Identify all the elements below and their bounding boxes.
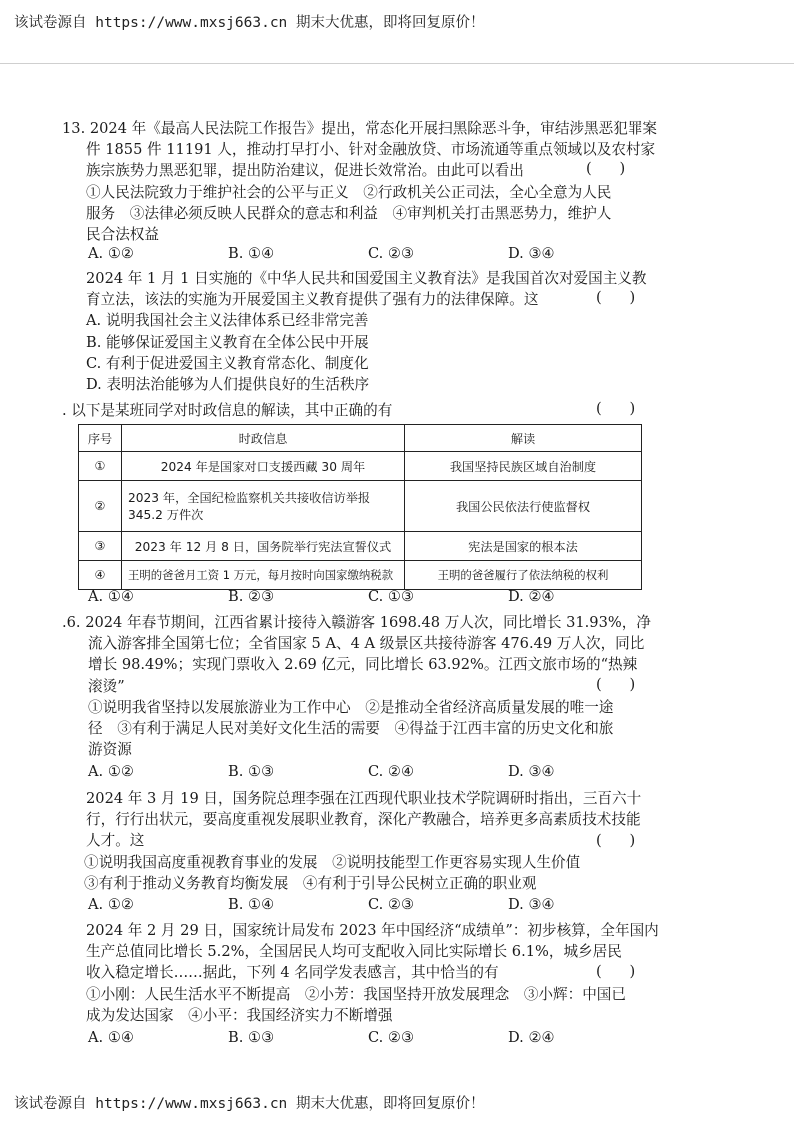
q13-line: 族宗族势力黑恶犯罪，提出防治建议，促进长效常治。由此可以看出 — [86, 162, 524, 180]
q13-option-b[interactable]: B. ①④ — [228, 245, 275, 262]
q17-line: 人才。这 — [86, 832, 145, 850]
q18-line: 2024 年 2 月 29 日，国家统计局发布 2023 年中国经济“成绩单”：初步核算，全年国内 — [86, 922, 659, 939]
q16-line: 游资源 — [88, 741, 132, 759]
source-banner-top: 该试卷源自 https://www.mxsj663.cn 期末大优惠，即将回复原价！ — [14, 15, 485, 31]
question-16 — [62, 612, 651, 760]
question-15 — [62, 400, 392, 421]
header-divider — [0, 63, 794, 64]
table-header-info: 时政信息 — [122, 425, 405, 452]
q15-option-a[interactable]: A. ①④ — [88, 588, 134, 605]
q13-option-c[interactable]: C. ②③ — [368, 245, 415, 262]
q17-answer-blank[interactable]: ( ) — [596, 832, 636, 849]
q13-line: 服务 ③法律必须反映人民群众的意志和利益 ④审判机关打击黑恶势力，维护人 — [86, 204, 612, 222]
q13-option-d[interactable]: D. ③④ — [508, 245, 555, 262]
q13-option-a[interactable]: A. ①② — [88, 245, 134, 262]
q14-option-d[interactable]: D. 表明法治能够为人们提供良好的生活秩序 — [86, 376, 370, 394]
table-cell-reading: 宪法是国家的根本法 — [405, 532, 642, 561]
q16-line: ①说明我省坚持以发展旅游业为工作中心 ②是推动全省经济高质量发展的唯一途 — [88, 698, 614, 716]
q18-answer-blank[interactable]: ( ) — [596, 963, 636, 980]
q14-option-c[interactable]: C. 有利于促进爱国主义教育常态化、制度化 — [86, 354, 369, 372]
question-13 — [62, 118, 657, 245]
q16-line: 增长 98.49%；实现门票收入 2.69 亿元，同比增长 63.92%。江西文旅市场的“热辣 — [88, 656, 638, 674]
q14-line: 育立法，该法的实施为开展爱国主义教育提供了强有力的法律保障。这 — [86, 291, 539, 309]
q13-line: 民合法权益 — [86, 226, 159, 244]
q16-option-d[interactable]: D. ③④ — [508, 763, 555, 780]
q15-option-c[interactable]: C. ①③ — [368, 588, 415, 605]
q17-option-a[interactable]: A. ①② — [88, 896, 134, 913]
table-cell-info: 2023 年，全国纪检监察机关共接收信访举报 345.2 万件次 — [122, 481, 405, 532]
table-cell-no: ③ — [79, 532, 122, 561]
q17-line: 行，行行出状元，要高度重视发展职业教育，深化产教融合，培养更多高素质技术技能 — [86, 811, 641, 829]
source-banner-bottom: 该试卷源自 https://www.mxsj663.cn 期末大优惠，即将回复原价！ — [14, 1096, 485, 1112]
q16-option-a[interactable]: A. ①② — [88, 763, 134, 780]
table-row — [79, 452, 642, 481]
q13-answer-blank[interactable]: ( ) — [586, 160, 626, 177]
q18-line: 生产总值同比增长 5.2%，全国居民人均可支配收入同比实际增长 6.1%，城乡居民 — [86, 943, 622, 961]
table-cell-info: 2023 年 12 月 8 日，国务院举行宪法宣誓仪式 — [122, 532, 405, 561]
table-cell-no: ① — [79, 452, 122, 481]
table-cell-reading: 我国坚持民族区域自治制度 — [405, 452, 642, 481]
table-row — [79, 532, 642, 561]
q18-option-c[interactable]: C. ②③ — [368, 1029, 415, 1046]
question-14 — [86, 268, 647, 395]
table-header-row — [79, 425, 642, 452]
q18-line: 收入稳定增长……据此，下列 4 名同学发表感言，其中恰当的有 — [86, 964, 499, 982]
q14-option-b[interactable]: B. 能够保证爱国主义教育在全体公民中开展 — [86, 333, 369, 351]
table-header-no: 序号 — [79, 425, 122, 452]
q16-line: 滚烫” — [88, 677, 125, 695]
table-cell-info: 王明的爸爸月工资 1 万元，每月按时向国家缴纳税款 — [122, 561, 405, 590]
question-17 — [86, 788, 641, 894]
q15-answer-blank[interactable]: ( ) — [596, 400, 636, 417]
q13-line: ①人民法院致力于维护社会的公平与正义 ②行政机关公正司法，全心全意为人民 — [86, 183, 612, 201]
q17-option-d[interactable]: D. ③④ — [508, 896, 555, 913]
q14-option-a[interactable]: A. 说明我国社会主义法律体系已经非常完善 — [86, 312, 369, 330]
policy-info-table — [78, 424, 642, 590]
q18-option-a[interactable]: A. ①④ — [88, 1029, 134, 1046]
q17-line: 2024 年 3 月 19 日，国务院总理李强在江西现代职业技术学院调研时指出，三百六十 — [86, 790, 642, 807]
table-header-reading: 解读 — [405, 425, 642, 452]
table-cell-reading: 王明的爸爸履行了依法纳税的权利 — [405, 561, 642, 590]
table-cell-no: ② — [79, 481, 122, 532]
table-row — [79, 561, 642, 590]
q16-option-b[interactable]: B. ①③ — [228, 763, 275, 780]
q13-line: 13. 2024 年《最高人民法院工作报告》提出，常态化开展扫黑除恶斗争，审结涉黑恶犯罪案 — [62, 120, 658, 137]
q16-answer-blank[interactable]: ( ) — [596, 676, 636, 693]
q14-answer-blank[interactable]: ( ) — [596, 289, 636, 306]
q15-stem: . 以下是某班同学对时政信息的解读，其中正确的有 — [62, 402, 393, 419]
q17-line: ①说明我国高度重视教育事业的发展 ②说明技能型工作更容易实现人生价值 — [84, 853, 581, 871]
q17-option-c[interactable]: C. ②③ — [368, 896, 415, 913]
q16-line: 径 ③有利于满足人民对美好文化生活的需要 ④得益于江西丰富的历史文化和旅 — [88, 720, 614, 738]
q17-option-b[interactable]: B. ①④ — [228, 896, 275, 913]
q14-line: 2024 年 1 月 1 日实施的《中华人民共和国爱国主义教育法》是我国首次对爱国主义教 — [86, 270, 647, 287]
question-18 — [86, 920, 659, 1026]
q13-line: 件 1855 件 11191 人，推动打早打小、针对金融放贷、市场流通等重点领域以及农村家 — [86, 141, 656, 159]
q15-option-b[interactable]: B. ②③ — [228, 588, 275, 605]
q18-line: 成为发达国家 ④小平：我国经济实力不断增强 — [86, 1006, 393, 1024]
table-cell-no: ④ — [79, 561, 122, 590]
q18-line: ①小刚：人民生活水平不断提高 ②小芳：我国坚持开放发展理念 ③小辉：中国已 — [86, 985, 626, 1003]
table-cell-info: 2024 年是国家对口支援西藏 30 周年 — [122, 452, 405, 481]
table-row — [79, 481, 642, 532]
q16-line: 流入游客排全国第七位；全省国家 5 A、4 A 级景区共接待游客 476.49 万人次，同比 — [88, 635, 645, 653]
table-cell-reading: 我国公民依法行使监督权 — [405, 481, 642, 532]
q16-line: .6. 2024 年春节期间，江西省累计接待入赣游客 1698.48 万人次，同比增长 31.93%，净 — [62, 614, 651, 631]
q18-option-b[interactable]: B. ①③ — [228, 1029, 275, 1046]
q18-option-d[interactable]: D. ②④ — [508, 1029, 555, 1046]
q16-option-c[interactable]: C. ②④ — [368, 763, 415, 780]
q15-option-d[interactable]: D. ②④ — [508, 588, 555, 605]
q17-line: ③有利于推动义务教育均衡发展 ④有利于引导公民树立正确的职业观 — [84, 874, 537, 892]
